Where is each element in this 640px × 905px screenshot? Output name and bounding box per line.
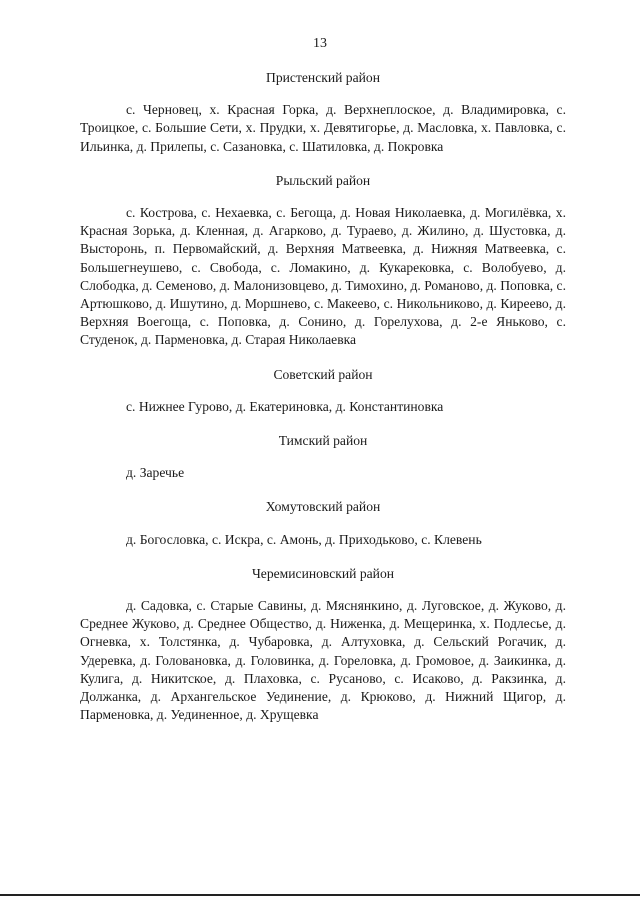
document-body	[80, 69, 566, 740]
page-bottom-border	[0, 894, 640, 896]
district-section-sovetsky	[80, 366, 566, 416]
district-title: Черемисиновский район	[251, 565, 395, 581]
district-section-rylsky	[80, 172, 566, 350]
district-title: Пристенский район	[266, 70, 380, 85]
district-section-khomutovsky	[80, 498, 566, 548]
settlement-list: с. Кострова, с. Нехаевка, с. Бегоща, д. Новая Николаевка, д. Могилёвка, х. Красная Зорька, д. Кленная, д. Агарково, д. Тураево, д. Жилино, д. Шустовка, д. Высторонь, п. Первомайский, д. Верхняя Матвеевка, д. Нижняя Матвеевка, с. Большегнеушево, с. Свобода, с. Ломакино, д. Кукарековка, с. Волобуево, д. Слободка, д. Семеново, д. Малонизовцево, д. Тимохино, д. Романово, д. Поповка, с. Артюшково, д. Ишутино, д. Моршнево, с. Макеево, с. Никольниково, д. Киреево, д. Верхняя Воегоща, с. Поповка, д. Сонино, д. Горелухова, д. 2-е Яньково, с. Студенок, д. Парменовка, д. Старая Николаевка	[80, 205, 566, 348]
district-title: Рыльский район	[275, 172, 371, 188]
district-section-timsky	[80, 432, 566, 482]
district-section-cheremisinovsky	[80, 565, 566, 725]
district-title: Советский район	[273, 366, 373, 382]
settlement-list: с. Черновец, х. Красная Горка, д. Верхнеплоское, д. Владимировка, с. Троицкое, с. Большие Сети, х. Прудки, х. Девятигорье, д. Масловка, х. Павловка, с. Ильинка, д. Прилепы, с. Сазановка, с. Шатиловка, д. Покровка	[80, 102, 566, 154]
page-number: 13	[313, 36, 327, 51]
settlement-list: д. Садовка, с. Старые Савины, д. Мяснянкино, д. Луговское, д. Жуково, д. Среднее Жуково, д. Среднее Общество, д. Ниженка, д. Мещеринка, х. Подлесье, д. Огневка, х. Толстянка, д. Чубаровка, д. Алтуховка, д. Сельский Рогачик, д. Удеревка, д. Голованoвка, д. Головинка, д. Гореловка, д. Громовое, д. Заикинка, д. Кулига, д. Никитское, д. Плаховка, с. Русаново, с. Исаково, д. Ракзинка, д. Должанка, д. Архангельское Уединение, д. Крюково, д. Нижний Щигор, д. Парменовка, д. Уединенное, д. Хрущевка	[80, 598, 566, 723]
district-title: Тимский район	[278, 433, 368, 449]
settlement-list: с. Нижнее Гурово, д. Екатериновка, д. Константиновка	[126, 398, 444, 414]
settlement-list: д. Заречье	[126, 465, 185, 481]
district-section-pristensky	[80, 69, 566, 156]
district-title: Хомутовский район	[265, 499, 381, 515]
settlement-list: д. Богословка, с. Искра, с. Амонь, д. Приходьково, с. Клевень	[126, 531, 482, 547]
